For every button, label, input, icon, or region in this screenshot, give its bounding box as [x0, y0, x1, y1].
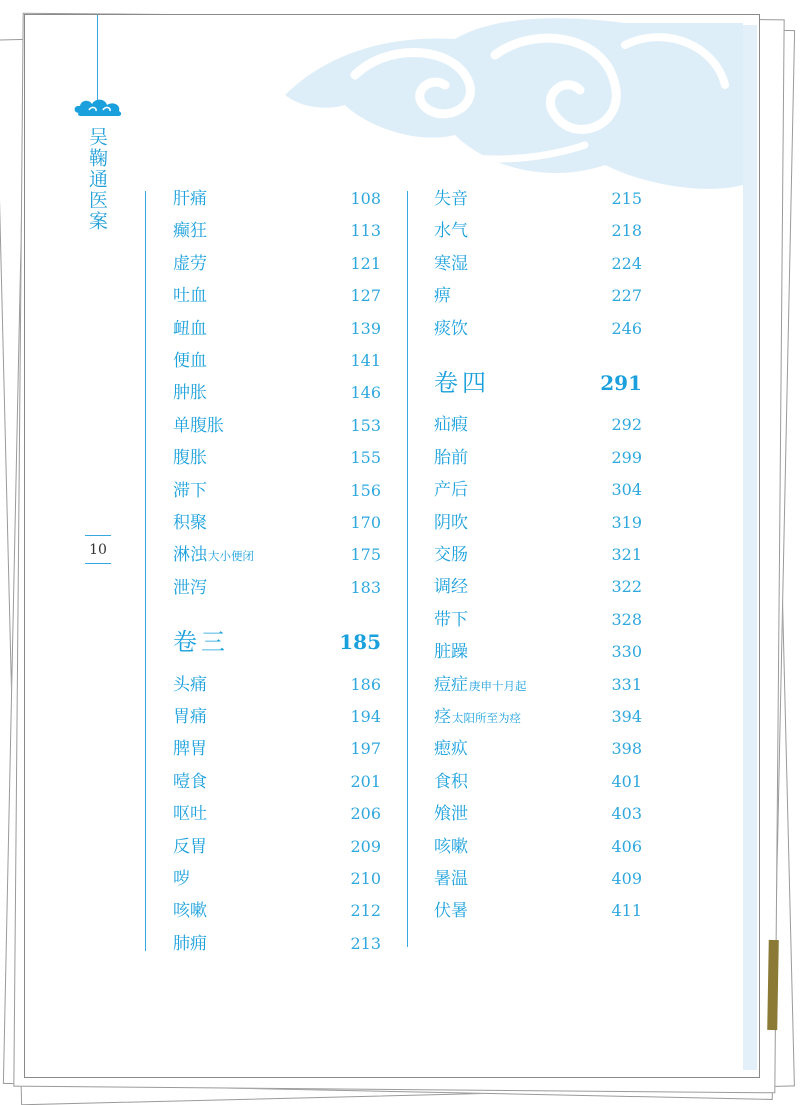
entry-title-text: 痰饮 [434, 318, 468, 339]
toc-entry[interactable] [173, 347, 381, 375]
entry-title-text: 暑温 [434, 869, 468, 889]
toc-entry-title [434, 185, 468, 213]
toc-entry-page: 139 [350, 318, 381, 338]
toc-entry-page: 113 [350, 221, 381, 241]
entry-title-text: 痘症 [434, 674, 468, 695]
toc-entry-title [173, 185, 207, 213]
entry-title-text: 咳嗽 [173, 901, 207, 922]
toc-entry-title [173, 897, 207, 925]
entry-title-text: 飧泄 [434, 804, 468, 825]
toc-entry-title [434, 897, 468, 925]
entry-title-text: 寒湿 [434, 253, 468, 274]
toc-entry-title [173, 735, 207, 763]
toc-entry-page: 292 [611, 415, 642, 435]
toc-entry[interactable] [173, 477, 381, 505]
toc-entry-title [434, 768, 468, 796]
toc-entry[interactable] [434, 865, 642, 893]
toc-entry-page: 246 [611, 318, 642, 338]
toc-entry[interactable] [434, 185, 642, 213]
right-color-band [743, 25, 757, 1070]
entry-title-text: 胃痛 [173, 707, 207, 727]
toc-entry[interactable] [434, 573, 642, 601]
toc-entry-title [434, 315, 468, 343]
entry-title-text: 疝瘕 [434, 415, 468, 436]
entry-title-text: 水气 [434, 221, 468, 242]
entry-title-text: 噎食 [173, 771, 207, 792]
entry-title-text: 吐血 [173, 286, 207, 307]
toc-entry[interactable] [173, 541, 381, 569]
entry-title-text: 咳嗽 [434, 836, 468, 857]
toc-entry[interactable] [434, 282, 642, 310]
toc-entry[interactable] [173, 833, 381, 861]
volume-title [173, 628, 229, 656]
toc-entry-page: 153 [350, 415, 381, 435]
volume-page-number: 185 [339, 630, 381, 655]
entry-title-text: 脾胃 [173, 739, 207, 760]
page-edge-accent [767, 940, 779, 1030]
toc-entry-title [434, 573, 468, 601]
toc-entry[interactable] [173, 444, 381, 472]
toc-entry-title [173, 930, 207, 958]
toc-entry[interactable] [173, 930, 381, 958]
toc-entry-page: 394 [611, 707, 642, 726]
toc-entry[interactable] [173, 671, 381, 699]
toc-entry-page: 201 [350, 771, 381, 791]
toc-entry-page: 141 [350, 351, 381, 370]
toc-entry-page: 411 [611, 901, 642, 921]
toc-entry-page: 406 [611, 836, 642, 856]
toc-entry-title [434, 638, 468, 666]
toc-entry-title [173, 217, 207, 245]
toc-entry[interactable] [173, 315, 381, 343]
toc-entry-title [434, 411, 468, 439]
book-title: 吴鞠通医案 [86, 127, 108, 232]
toc-entry-title [434, 671, 527, 700]
toc-entry-title [173, 477, 207, 505]
toc-entry-title [434, 865, 468, 893]
toc-entry-page: 401 [611, 771, 642, 791]
toc-entry[interactable] [173, 897, 381, 925]
cloud-icon [73, 97, 125, 119]
toc-entry[interactable] [434, 671, 642, 699]
entry-title-text: 脏躁 [434, 642, 468, 663]
toc-entry-title [173, 509, 207, 537]
entry-title-text: 阴吹 [434, 512, 468, 533]
toc-entry-title [434, 606, 468, 634]
entry-title-text: 胎前 [434, 447, 468, 468]
entry-title-text: 反胃 [173, 836, 207, 857]
column-rule-right [407, 191, 408, 947]
column-rule-left [145, 191, 146, 951]
toc-entry-title [173, 541, 254, 570]
toc-entry-title [173, 671, 207, 699]
toc-entry-page: 321 [611, 545, 642, 564]
toc-entry-page: 121 [350, 253, 381, 273]
toc-entry-title [173, 347, 207, 375]
entry-note: 庚申十月起 [469, 678, 527, 693]
toc-entry-title [173, 800, 207, 828]
toc-entry[interactable] [434, 444, 642, 472]
toc-entry[interactable] [434, 703, 642, 731]
toc-entry-page: 212 [350, 901, 381, 921]
toc-entry-title [434, 800, 468, 828]
toc-entry-page: 183 [350, 577, 381, 597]
toc-entry-page: 210 [350, 869, 381, 888]
toc-entry-page: 322 [611, 577, 642, 597]
toc-entry[interactable] [434, 735, 642, 763]
page-number-rule-top [85, 535, 111, 536]
entry-title-text: 头痛 [173, 674, 207, 695]
toc-entry-title [173, 412, 224, 440]
entry-title-text: 卷三 [173, 628, 229, 657]
entry-title-text: 交肠 [434, 545, 468, 565]
toc-entry-page: 209 [350, 836, 381, 856]
entry-title-text: 衄血 [173, 318, 207, 339]
entry-title-text: 瘛疭 [434, 739, 468, 760]
entry-title-text: 调经 [434, 577, 468, 598]
volume-heading[interactable] [173, 628, 381, 656]
page-number: 10 [89, 542, 107, 558]
toc-entry-title [434, 541, 468, 569]
toc-entry[interactable] [434, 833, 642, 861]
toc-entry[interactable] [173, 412, 381, 440]
volume-heading[interactable] [434, 369, 642, 397]
entry-title-text: 痹 [434, 286, 451, 307]
toc-entry[interactable] [173, 185, 381, 213]
toc-entry-title [173, 444, 207, 472]
entry-title-text: 腹胀 [173, 448, 207, 469]
cloud-pattern-decoration [25, 15, 759, 215]
entry-title-text: 便血 [173, 351, 207, 371]
toc-entry-page: 170 [350, 513, 381, 532]
toc-entry-page: 299 [611, 447, 642, 467]
toc-entry-title [173, 315, 207, 343]
toc-page [24, 14, 760, 1078]
toc-entry-title [173, 703, 207, 731]
toc-entry[interactable] [173, 768, 381, 796]
toc-entry-page: 146 [350, 383, 381, 403]
entry-title-text: 痉 [434, 707, 451, 727]
toc-entry-page: 398 [611, 739, 642, 759]
entry-title-text: 虚劳 [173, 253, 207, 274]
toc-entry[interactable] [434, 541, 642, 569]
entry-title-text: 产后 [434, 480, 468, 501]
volume-title [434, 369, 490, 397]
entry-title-text: 泄泻 [173, 577, 207, 598]
toc-entry-page: 108 [350, 189, 381, 208]
toc-entry-title [434, 735, 468, 763]
toc-entry[interactable] [434, 897, 642, 925]
entry-title-text: 淋浊 [173, 545, 207, 566]
toc-entry-title [434, 250, 468, 278]
toc-entry-title [173, 250, 207, 278]
toc-entry-title [173, 865, 190, 893]
toc-entry[interactable] [434, 217, 642, 245]
toc-entry-title [434, 833, 468, 861]
toc-entry[interactable] [173, 509, 381, 537]
toc-entry[interactable] [434, 606, 642, 634]
toc-entry[interactable] [173, 379, 381, 407]
toc-entry-page: 206 [350, 804, 381, 824]
toc-entry-page: 330 [611, 642, 642, 662]
entry-title-text: 肺痈 [173, 933, 207, 954]
toc-entry-title [173, 833, 207, 861]
toc-entry[interactable] [434, 800, 642, 828]
toc-entry[interactable] [434, 638, 642, 666]
toc-entry-page: 227 [611, 286, 642, 306]
toc-entry-page: 215 [611, 189, 642, 208]
toc-entry-page: 304 [611, 480, 642, 500]
toc-entry[interactable] [434, 315, 642, 343]
entry-title-text: 带下 [434, 609, 468, 630]
entry-note: 太阳所至为痉 [452, 711, 521, 725]
title-hanging-line [97, 15, 98, 107]
toc-entry[interactable] [173, 282, 381, 310]
toc-entry-page: 127 [350, 286, 381, 306]
entry-title-text: 失音 [434, 189, 468, 209]
toc-entry-title [434, 509, 468, 537]
toc-entry-page: 197 [350, 739, 381, 759]
toc-entry-title [173, 768, 207, 796]
toc-entry-page: 403 [611, 804, 642, 824]
toc-entry[interactable] [434, 411, 642, 439]
toc-entry[interactable] [173, 703, 381, 731]
toc-entry[interactable] [173, 735, 381, 763]
toc-entry-page: 155 [350, 448, 381, 468]
toc-entry-title [434, 282, 451, 310]
toc-entry[interactable] [173, 217, 381, 245]
toc-entry-title [434, 703, 521, 732]
toc-entry-page: 194 [350, 707, 381, 726]
entry-title-text: 滞下 [173, 480, 207, 501]
toc-entry[interactable] [434, 768, 642, 796]
toc-entry-page: 331 [611, 674, 642, 694]
entry-title-text: 伏暑 [434, 901, 468, 922]
toc-entry-title [434, 217, 468, 245]
entry-title-text: 食积 [434, 771, 468, 792]
toc-entry-page: 224 [611, 253, 642, 273]
entry-title-text: 呕吐 [173, 804, 207, 825]
toc-entry-page: 319 [611, 512, 642, 532]
entry-title-text: 肿胀 [173, 383, 207, 404]
toc-entry-page: 218 [611, 221, 642, 241]
toc-entry[interactable] [434, 250, 642, 278]
entry-title-text: 卷四 [434, 369, 490, 397]
toc-entry-page: 328 [611, 609, 642, 629]
toc-entry-page: 156 [350, 480, 381, 500]
toc-entry-page: 213 [350, 933, 381, 953]
entry-title-text: 单腹胀 [173, 415, 224, 436]
entry-title-text: 积聚 [173, 513, 207, 533]
entry-title-text: 癫狂 [173, 221, 207, 242]
toc-entry-page: 175 [350, 545, 381, 565]
toc-entry[interactable] [173, 865, 381, 893]
toc-entry[interactable] [434, 509, 642, 537]
toc-entry-title [434, 444, 468, 472]
toc-entry-page: 409 [611, 869, 642, 888]
toc-entry-title [173, 379, 207, 407]
toc-entry-title [173, 282, 207, 310]
page-number-rule-bottom [85, 563, 111, 564]
toc-entry[interactable] [434, 476, 642, 504]
toc-entry[interactable] [173, 574, 381, 602]
toc-entry-page: 186 [350, 674, 381, 694]
entry-note: 大小便闭 [208, 549, 254, 564]
entry-title-text: 肝痛 [173, 189, 207, 209]
volume-page-number: 291 [600, 371, 642, 395]
toc-entry[interactable] [173, 800, 381, 828]
toc-entry-title [173, 574, 207, 602]
toc-entry-title [434, 476, 468, 504]
toc-entry[interactable] [173, 250, 381, 278]
entry-title-text: 哕 [173, 869, 190, 889]
